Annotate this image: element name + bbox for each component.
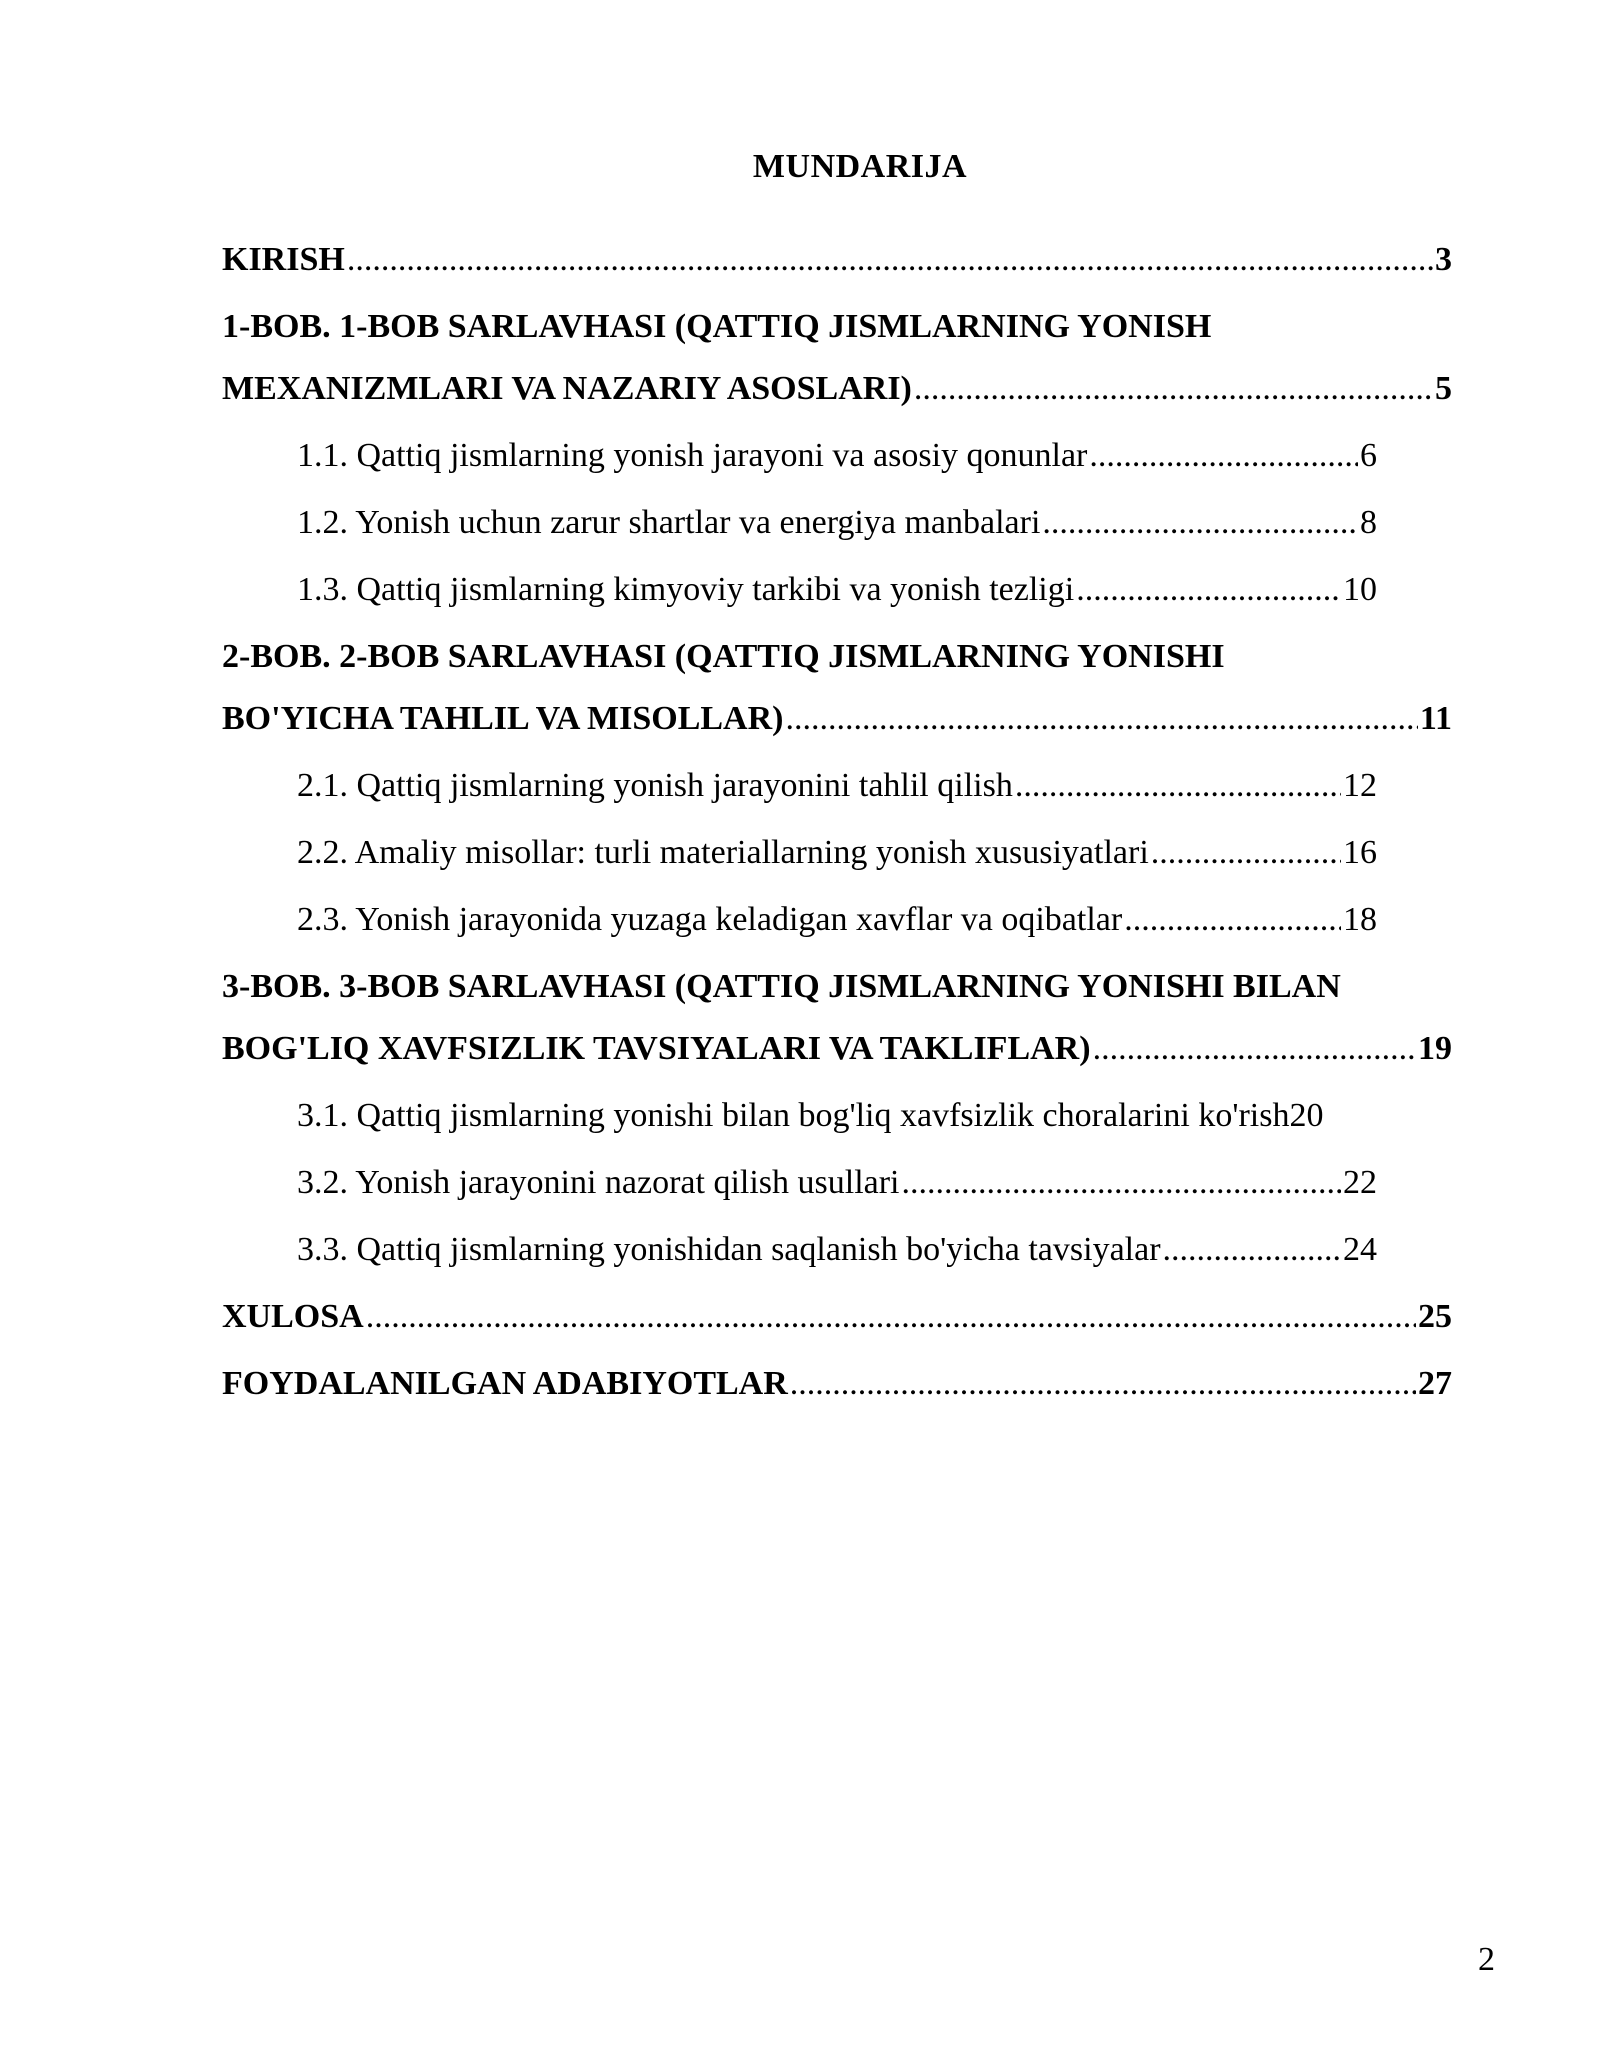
toc-entry-text: BOG'LIQ XAVFSIZLIK TAVSIYALARI VA TAKLIFLAR) — [222, 1030, 1091, 1067]
leader-dots — [1093, 1029, 1416, 1069]
toc-entry-chapter-1[interactable] — [222, 307, 1452, 409]
toc-entry-section-1-3[interactable] — [222, 570, 1377, 610]
toc-entry-text-line1: 1-BOB. 1-BOB SARLAVHASI (QATTIQ JISMLARNING YONISH — [222, 308, 1212, 345]
leader-dots — [785, 699, 1417, 739]
toc-entry-text: 2.3. Yonish jarayonida yuzaga keladigan xavflar va oqibatlar — [297, 901, 1123, 938]
toc-entry-text: 1.2. Yonish uchun zarur shartlar va energiya manbalari — [297, 504, 1041, 541]
toc-entry-text: 2.2. Amaliy misollar: turli materiallarning yonish xususiyatlari — [297, 834, 1149, 871]
toc-entry-text-line1: 3-BOB. 3-BOB SARLAVHASI (QATTIQ JISMLARNING YONISHI BILAN — [222, 968, 1341, 1005]
leader-dots — [1015, 766, 1341, 806]
toc-entry-text-line1: 2-BOB. 2-BOB SARLAVHASI (QATTIQ JISMLARNING YONISHI — [222, 638, 1225, 675]
toc-entry-text: 1.3. Qattiq jismlarning kimyoviy tarkibi va yonish tezligi — [297, 571, 1075, 608]
toc-entry-section-3-3[interactable] — [222, 1230, 1377, 1270]
toc-entry-text: KIRISH — [222, 241, 345, 278]
toc-entry-section-2-2[interactable] — [222, 833, 1377, 873]
leader-dots — [1042, 503, 1358, 543]
toc-page-number: 24 — [1343, 1231, 1377, 1268]
toc-entry-section-1-2[interactable] — [222, 503, 1377, 543]
toc-page-number: 10 — [1343, 571, 1377, 608]
toc-page-number: 18 — [1343, 901, 1377, 938]
toc-page-number: 12 — [1343, 767, 1377, 804]
leader-dots — [1163, 1230, 1341, 1270]
toc-entry-section-3-2[interactable] — [222, 1163, 1377, 1203]
table-of-contents — [222, 240, 1452, 1404]
toc-page-number: 8 — [1360, 504, 1377, 541]
toc-page-number: 27 — [1418, 1365, 1452, 1402]
leader-dots — [790, 1364, 1416, 1404]
toc-entry-text: MEXANIZMLARI VA NAZARIY ASOSLARI) — [222, 370, 912, 407]
toc-page-number: 11 — [1419, 700, 1452, 737]
toc-entry-section-3-1[interactable] — [222, 1096, 1452, 1136]
toc-entry-chapter-3[interactable] — [222, 967, 1452, 1069]
toc-entry-text: 3.3. Qattiq jismlarning yonishidan saqlanish bo'yicha tavsiyalar — [297, 1231, 1161, 1268]
toc-page-number: 19 — [1418, 1030, 1452, 1067]
toc-entry-section-2-1[interactable] — [222, 766, 1377, 806]
toc-page-number: 5 — [1435, 370, 1452, 407]
leader-dots — [347, 240, 1433, 280]
toc-page-number: 20 — [1289, 1097, 1324, 1134]
toc-entry-text: XULOSA — [222, 1298, 364, 1335]
toc-title: MUNDARIJA — [752, 148, 968, 185]
leader-dots — [1151, 833, 1341, 873]
toc-entry-references[interactable] — [222, 1364, 1452, 1404]
toc-entry-text: BO'YICHA TAHLIL VA MISOLLAR) — [222, 700, 784, 737]
toc-entry-text: FOYDALANILGAN ADABIYOTLAR — [222, 1365, 788, 1402]
leader-dots — [366, 1297, 1416, 1337]
leader-dots — [902, 1163, 1341, 1203]
toc-entry-text: 3.2. Yonish jarayonini nazorat qilish usullari — [297, 1164, 900, 1201]
toc-page-number: 16 — [1343, 834, 1377, 871]
toc-page-number: 3 — [1435, 241, 1452, 278]
toc-entry-xulosa[interactable] — [222, 1297, 1452, 1337]
toc-page-number: 6 — [1360, 437, 1377, 474]
toc-entry-chapter-2[interactable] — [222, 637, 1452, 739]
toc-entry-text: 1.1. Qattiq jismlarning yonish jarayoni va asosiy qonunlar — [297, 437, 1088, 474]
leader-dots — [1124, 900, 1341, 940]
toc-entry-text: 3.1. Qattiq jismlarning yonishi bilan bog'liq xavfsizlik choralarini ko'rish — [297, 1097, 1290, 1134]
toc-page-number: 22 — [1343, 1164, 1377, 1201]
toc-entry-kirish[interactable] — [222, 240, 1452, 280]
toc-entry-section-1-1[interactable] — [222, 436, 1377, 476]
leader-dots — [914, 369, 1433, 409]
leader-dots — [1089, 436, 1358, 476]
toc-page-number: 25 — [1418, 1298, 1452, 1335]
toc-entry-section-2-3[interactable] — [222, 900, 1377, 940]
page-number: 2 — [1478, 1941, 1495, 1978]
leader-dots — [1076, 570, 1341, 610]
toc-entry-text: 2.1. Qattiq jismlarning yonish jarayonini tahlil qilish — [297, 767, 1013, 804]
